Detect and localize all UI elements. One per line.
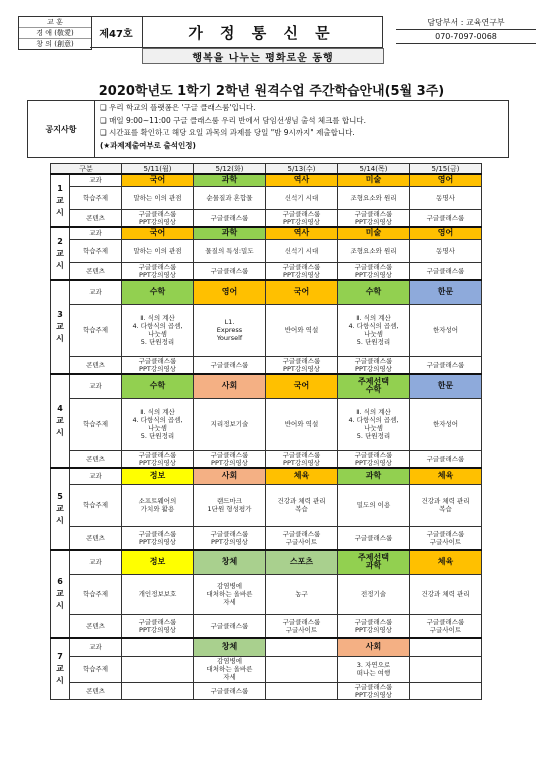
subject-cell	[410, 638, 482, 656]
topic-cell: 동명사	[410, 239, 482, 262]
topic-cell: 반어와 역설	[266, 304, 338, 356]
subject-cell: 정보	[122, 550, 194, 574]
subject-cell: 국어	[122, 174, 194, 186]
content-cell: 구글클래스룸	[410, 356, 482, 374]
topic-cell	[266, 656, 338, 682]
period-label: 5 교 시	[51, 468, 70, 550]
content-cell: 구글클래스룸	[194, 209, 266, 227]
topic-cell: Ⅱ. 식의 계산 4. 다항식의 곱셈, 나눗셈 5. 단원정리	[122, 304, 194, 356]
period-5-contents-row	[51, 526, 482, 550]
topic-cell: 소프트웨어의 가치와 활용	[122, 484, 194, 526]
content-cell: 구글클래스룸 PPT강의영상	[338, 450, 410, 468]
topic-cell: 조형요소와 원리	[338, 186, 410, 209]
subject-cell: 주제선택 수학	[338, 374, 410, 398]
content-cell: 구글클래스룸 PPT강의영상	[266, 356, 338, 374]
content-cell: 구글클래스룸 PPT강의영상	[338, 356, 410, 374]
content-cell	[266, 682, 338, 699]
notice-box	[27, 100, 509, 158]
topic-cell: 한자성어	[410, 304, 482, 356]
topic-cell: 반어와 역설	[266, 398, 338, 450]
content-cell: 구글클래스룸 구글사이트	[266, 526, 338, 550]
notice-line: (★과제제출여부로 출석인정)	[100, 140, 196, 150]
topic-cell: L1. Express Yourself	[194, 304, 266, 356]
content-cell: 구글클래스룸 PPT강의영상	[122, 526, 194, 550]
topic-cell: 농구	[266, 574, 338, 614]
period-6-topics-row	[51, 574, 482, 614]
notice-line: ❑ 우리 학교의 플랫폼은 '구글 클래스룸'입니다.	[100, 103, 256, 112]
topic-cell	[410, 656, 482, 682]
notice-text	[100, 102, 366, 152]
period-4-contents-row	[51, 450, 482, 468]
newsletter-header	[8, 8, 535, 66]
row-label: 교과	[70, 227, 122, 239]
period-1-topics-row	[51, 186, 482, 209]
slogan-banner: 행복을 나누는 평화로운 동행	[142, 48, 384, 64]
period-3-contents-row	[51, 356, 482, 374]
notice-line: ❑ 매일 9:00~11:00 구글 클래스룸 우리 반에서 담임선생님 출석 체크를 합니다.	[100, 115, 367, 125]
row-label: 학습주제	[70, 239, 122, 262]
motto-line: 교 훈	[19, 17, 91, 28]
period-label: 4 교 시	[51, 374, 70, 468]
topic-cell: 건강과 체력 관리 복습	[410, 484, 482, 526]
newsletter-title: 가 정 통 신 문	[142, 16, 383, 48]
subject-cell: 국어	[122, 227, 194, 239]
topic-cell: Ⅱ. 식의 계산 4. 다항식의 곱셈, 나눗셈 5. 단원정리	[338, 398, 410, 450]
period-5-subjects-row	[51, 468, 482, 484]
content-cell	[410, 682, 482, 699]
subject-cell: 한문	[410, 280, 482, 304]
subject-cell	[266, 638, 338, 656]
period-label: 3 교 시	[51, 280, 70, 374]
subject-cell: 수학	[122, 280, 194, 304]
content-cell: 구글클래스룸 PPT강의영상	[194, 526, 266, 550]
topic-cell: 신석기 시대	[266, 239, 338, 262]
subject-cell: 국어	[266, 280, 338, 304]
department-name: 담당부서 : 교육연구부	[396, 16, 536, 30]
department-phone: 070-7097-0068	[396, 30, 536, 44]
notice-line: ❑ 시간표를 확인하고 해당 요일 과목의 과제를 당일 "밤 9시까지" 제출합니다.	[100, 128, 355, 137]
period-7-subjects-row	[51, 638, 482, 656]
motto-line: 창 의 (創意)	[36, 40, 74, 48]
content-cell: 구글클래스룸 구글사이트	[410, 526, 482, 550]
content-cell: 구글클래스룸 구글사이트	[410, 614, 482, 638]
period-2-contents-row	[51, 262, 482, 280]
issue-number: 제47호	[90, 16, 143, 48]
subject-cell: 과학	[194, 174, 266, 186]
content-cell: 구글클래스룸 PPT강의영상	[122, 614, 194, 638]
department-info	[396, 16, 536, 44]
row-label: 교과	[70, 550, 122, 574]
content-cell: 구글클래스룸	[194, 614, 266, 638]
content-cell: 구글클래스룸	[194, 682, 266, 699]
weekly-schedule-table	[50, 163, 482, 700]
topic-cell: 지리정보기술	[194, 398, 266, 450]
subject-cell: 체육	[410, 550, 482, 574]
topic-cell: 조형요소와 원리	[338, 239, 410, 262]
subject-cell: 영어	[194, 280, 266, 304]
period-label: 2 교 시	[51, 227, 70, 280]
content-cell: 구글클래스룸 PPT강의영상	[122, 356, 194, 374]
period-label: 6 교 시	[51, 550, 70, 638]
school-motto-box	[18, 16, 92, 50]
topic-cell: Ⅱ. 식의 계산 4. 다항식의 곱셈, 나눗셈 5. 단원정리	[338, 304, 410, 356]
row-label: 학습주제	[70, 398, 122, 450]
header-day: 5/12(화)	[194, 164, 266, 175]
subject-cell: 주제선택 과학	[338, 550, 410, 574]
period-6-contents-row	[51, 614, 482, 638]
content-cell: 구글클래스룸 PPT강의영상	[194, 450, 266, 468]
topic-cell: 순물질과 혼합물	[194, 186, 266, 209]
content-cell: 구글클래스룸 PPT강의영상	[122, 450, 194, 468]
subject-cell: 국어	[266, 374, 338, 398]
row-label: 교과	[70, 638, 122, 656]
content-cell: 구글클래스룸 PPT강의영상	[338, 682, 410, 699]
content-cell: 구글클래스룸 PPT강의영상	[122, 209, 194, 227]
period-2-topics-row	[51, 239, 482, 262]
header-category: 구분	[51, 164, 122, 175]
row-label: 콘텐츠	[70, 614, 122, 638]
period-label: 1 교 시	[51, 174, 70, 227]
period-6-subjects-row	[51, 550, 482, 574]
subject-cell: 역사	[266, 174, 338, 186]
content-cell: 구글클래스룸 PPT강의영상	[338, 262, 410, 280]
subject-cell: 수학	[338, 280, 410, 304]
topic-cell: 한자성어	[410, 398, 482, 450]
row-label: 학습주제	[70, 304, 122, 356]
row-label: 콘텐츠	[70, 209, 122, 227]
subject-cell: 과학	[338, 468, 410, 484]
content-cell: 구글클래스룸 PPT강의영상	[338, 614, 410, 638]
period-3-topics-row	[51, 304, 482, 356]
content-cell: 구글클래스룸 구글사이트	[266, 614, 338, 638]
header-day: 5/11(월)	[122, 164, 194, 175]
content-cell	[122, 682, 194, 699]
subject-cell: 사회	[194, 468, 266, 484]
content-cell: 구글클래스룸 PPT강의영상	[266, 450, 338, 468]
row-label: 콘텐츠	[70, 356, 122, 374]
topic-cell: 랜드마크 1단원 형성평가	[194, 484, 266, 526]
topic-cell: 건강과 체력 관리 복습	[266, 484, 338, 526]
content-cell: 구글클래스룸 PPT강의영상	[122, 262, 194, 280]
subject-cell: 창체	[194, 638, 266, 656]
topic-cell: 개인정보보호	[122, 574, 194, 614]
period-4-subjects-row	[51, 374, 482, 398]
period-1-contents-row	[51, 209, 482, 227]
content-cell: 구글클래스룸	[410, 209, 482, 227]
subject-cell: 미술	[338, 174, 410, 186]
row-label: 교과	[70, 468, 122, 484]
subject-cell: 스포츠	[266, 550, 338, 574]
period-4-topics-row	[51, 398, 482, 450]
content-cell: 구글클래스룸	[410, 450, 482, 468]
subject-cell: 영어	[410, 227, 482, 239]
subject-cell: 영어	[410, 174, 482, 186]
row-label: 콘텐츠	[70, 262, 122, 280]
topic-cell: 3. 자연으로 떠나는 여행	[338, 656, 410, 682]
row-label: 콘텐츠	[70, 682, 122, 699]
topic-cell: 말하는 이의 관점	[122, 239, 194, 262]
motto-line: 경 애 (敬愛)	[19, 28, 91, 39]
row-label: 학습주제	[70, 574, 122, 614]
row-label: 학습주제	[70, 186, 122, 209]
period-2-subjects-row	[51, 227, 482, 239]
row-label: 콘텐츠	[70, 526, 122, 550]
row-label: 학습주제	[70, 484, 122, 526]
subject-cell: 미술	[338, 227, 410, 239]
row-label: 학습주제	[70, 656, 122, 682]
header-day: 5/15(금)	[410, 164, 482, 175]
subject-cell: 역사	[266, 227, 338, 239]
subject-cell: 수학	[122, 374, 194, 398]
period-label: 7 교 시	[51, 638, 70, 699]
topic-cell: Ⅱ. 식의 계산 4. 다항식의 곱셈, 나눗셈 5. 단원정리	[122, 398, 194, 450]
topic-cell: 감염병에 대처하는 올바른 자세	[194, 574, 266, 614]
topic-cell: 물질의 특성:밀도	[194, 239, 266, 262]
subject-cell: 정보	[122, 468, 194, 484]
content-cell: 구글클래스룸	[194, 356, 266, 374]
notice-label: 공지사항	[28, 101, 95, 157]
topic-cell: 건강과 체력 관리	[410, 574, 482, 614]
period-7-contents-row	[51, 682, 482, 699]
content-cell: 구글클래스룸	[410, 262, 482, 280]
subject-cell: 사회	[194, 374, 266, 398]
topic-cell: 전정기술	[338, 574, 410, 614]
subject-cell	[122, 638, 194, 656]
header-day: 5/13(수)	[266, 164, 338, 175]
period-5-topics-row	[51, 484, 482, 526]
subject-cell: 체육	[266, 468, 338, 484]
row-label: 교과	[70, 280, 122, 304]
page-title: 2020학년도 1학기 2학년 원격수업 주간학습안내(5월 3주)	[98, 84, 445, 99]
subject-cell: 사회	[338, 638, 410, 656]
schedule-header-row	[51, 164, 482, 175]
content-cell: 구글클래스룸 PPT강의영상	[266, 209, 338, 227]
topic-cell: 말하는 이의 관점	[122, 186, 194, 209]
topic-cell: 감염병에 대처하는 올바른 자세	[194, 656, 266, 682]
row-label: 교과	[70, 374, 122, 398]
header-day: 5/14(목)	[338, 164, 410, 175]
period-3-subjects-row	[51, 280, 482, 304]
content-cell: 구글클래스룸	[338, 526, 410, 550]
row-label: 콘텐츠	[70, 450, 122, 468]
topic-cell: 동명사	[410, 186, 482, 209]
subject-cell: 창체	[194, 550, 266, 574]
period-1-subjects-row	[51, 174, 482, 186]
period-7-topics-row	[51, 656, 482, 682]
subject-cell: 한문	[410, 374, 482, 398]
content-cell: 구글클래스룸 PPT강의영상	[266, 262, 338, 280]
topic-cell: 신석기 시대	[266, 186, 338, 209]
topic-cell: 밀도의 이용	[338, 484, 410, 526]
content-cell: 구글클래스룸 PPT강의영상	[338, 209, 410, 227]
row-label: 교과	[70, 174, 122, 186]
topic-cell	[122, 656, 194, 682]
content-cell: 구글클래스룸	[194, 262, 266, 280]
subject-cell: 과학	[194, 227, 266, 239]
subject-cell: 체육	[410, 468, 482, 484]
